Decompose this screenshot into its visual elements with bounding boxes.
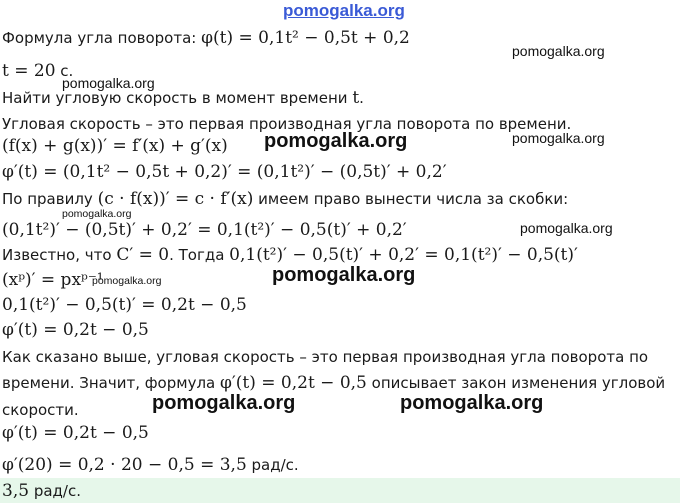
watermark: pomogalka.org	[512, 43, 605, 59]
math-var: t	[352, 88, 360, 108]
text-end: .	[359, 89, 364, 107]
text: По правилу	[2, 190, 98, 208]
math-simplify: 0,1(t²)′ − 0,5(t)′ + 0,2′ = 0,1(t²)′ − 0,5(t)′	[229, 245, 578, 265]
text: . Тогда	[169, 246, 230, 264]
text: имеем право вынести числа за скобки:	[253, 190, 569, 208]
text-unit: рад/с.	[246, 456, 299, 474]
watermark: pomogalka.org	[152, 392, 296, 414]
line-const-zero	[2, 245, 578, 265]
watermark: pomogalka.org	[520, 220, 613, 236]
math-constant-rule: (c · f(x))′ = c · f′(x)	[97, 189, 254, 209]
text: описывает закон изменения угловой	[366, 374, 666, 392]
text: времени. Значит, формула	[2, 374, 220, 392]
text: Формула угла поворота:	[2, 29, 202, 47]
watermark: pomogalka.org	[264, 130, 408, 152]
line-angle-formula	[2, 28, 410, 48]
math-sum-rule: (f(x) + g(x))′ = f′(x) + g′(x)	[2, 136, 228, 156]
line-conclusion-3	[2, 400, 79, 420]
watermark: pomogalka.org	[92, 275, 162, 287]
math-power-rule: (xᵖ)′ = pxᵖ⁻¹	[2, 270, 104, 290]
line-constant-rule	[2, 189, 568, 209]
math-result: 0,1(t²)′ − 0,5(t)′ = 0,2t − 0,5	[2, 295, 247, 315]
math-answer: 3,5	[2, 481, 30, 501]
math-compute: φ′(20) = 0,2 · 20 − 0,5 = 3,5	[2, 455, 247, 475]
line-derivative-expand	[2, 162, 447, 182]
watermark: pomogalka.org	[62, 208, 132, 220]
line-compute	[2, 455, 299, 475]
line-conclusion-2	[2, 373, 665, 393]
watermark: pomogalka.org	[272, 264, 416, 286]
text: Угловая скорость – это первая производная угла поворота по времени.	[2, 115, 572, 133]
line-task	[2, 88, 364, 108]
math-phi-prime: φ′(t) = 0,2t − 0,5	[2, 320, 149, 340]
watermark: pomogalka.org	[400, 392, 544, 414]
text-unit: рад/с.	[29, 482, 81, 500]
math-c-zero: C′ = 0	[116, 245, 170, 265]
text: скорости.	[2, 401, 79, 419]
line-sum-rule	[2, 136, 228, 156]
math-formula: φ(t) = 0,1t² − 0,5t + 0,2	[201, 28, 410, 48]
math-factor-out: (0,1t²)′ − (0,5t)′ + 0,2′ = 0,1(t²)′ − 0,5(t)′ + 0,2′	[2, 220, 407, 240]
watermark: pomogalka.org	[62, 75, 155, 91]
line-result	[2, 295, 247, 315]
text: Известно, что	[2, 246, 117, 264]
math-law: φ′(t) = 0,2t − 0,5	[220, 373, 367, 393]
watermark-top[interactable]: pomogalka.org	[283, 1, 405, 20]
line-conclusion-1	[2, 347, 648, 367]
watermark: pomogalka.org	[512, 130, 605, 146]
text-unit: с.	[55, 62, 74, 80]
math-phi-prime: φ′(t) = 0,2t − 0,5	[2, 423, 149, 443]
answer-box	[0, 478, 680, 503]
line-factor-out	[2, 220, 407, 240]
math-expand: φ′(t) = (0,1t² − 0,5t + 0,2)′ = (0,1t²)′ − (0,5t)′ + 0,2′	[2, 162, 447, 182]
line-power-rule	[2, 270, 104, 290]
line-phi-prime-repeat	[2, 423, 149, 443]
line-answer	[2, 481, 81, 501]
text: Найти угловую скорость в момент времени	[2, 89, 353, 107]
math-time: t = 20	[2, 61, 56, 81]
line-phi-prime	[2, 320, 149, 340]
text: Как сказано выше, угловая скорость – это первая производная угла поворота по	[2, 348, 649, 366]
